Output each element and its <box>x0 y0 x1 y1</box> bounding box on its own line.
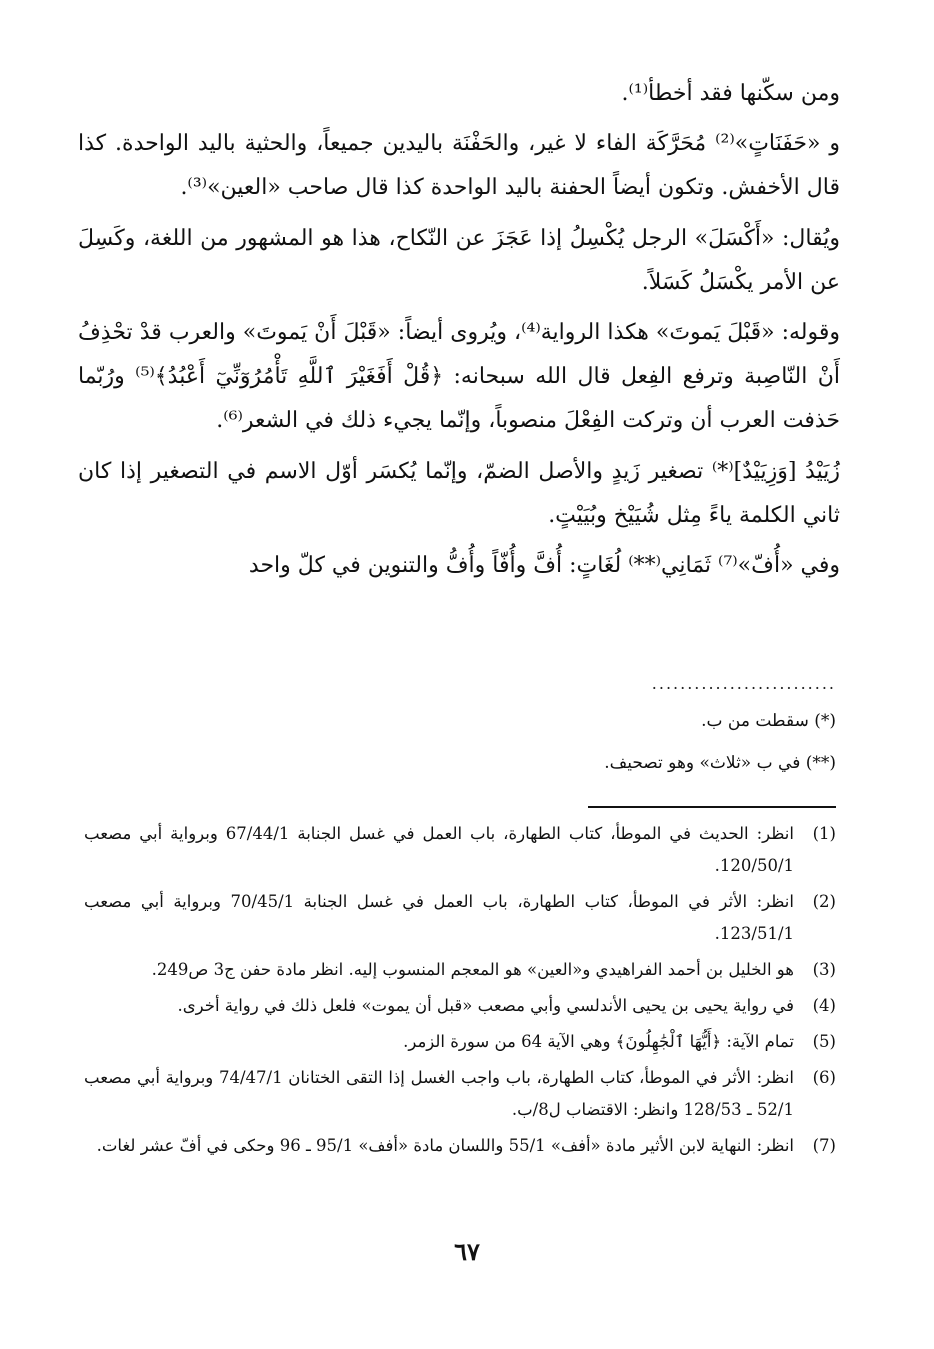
paragraph: و «حَفَنَاتٍ»⁽²⁾ مُحَرَّكَة الفاء لا غير، والحَفْنَة باليدين جميعاً، والحثية باليد الواحدة. كذا قال الأخفش. وتكون أيضاً الحفنة باليد الواحدة كذا قال صاحب «العين»⁽³⁾. <box>78 131 840 201</box>
footnote <box>84 1026 836 1058</box>
footnote-number: (4) <box>812 996 836 1015</box>
footnote-number: (6) <box>812 1068 836 1087</box>
paragraph: وقوله: «قَبْلَ يَموتَ» هكذا الرواية⁽⁴⁾، ويُروى أيضاً: «قَبْلَ أَنْ يَموتَ» والعرب قدْ تحْذِفُ أَنْ النّاصِبة وترفع الفِعل قال الله سبحانه: ﴿قُلْ أَفَغَيْرَ ٱللَّهِ تَأْمُرُوٓنِّيٓ أَعْبُدُ﴾⁽⁵⁾ ورُبّما حَذفت العرب أن وتركت الفِعْلَ منصوباً، وإنّما يجيء ذلك في الشعر⁽⁶⁾. <box>78 320 840 434</box>
footnote-number: (5) <box>812 1032 836 1051</box>
page-number: ٦٧ <box>454 1237 480 1266</box>
footnote-text: في رواية يحيى بن يحيى الأندلسي وأبي مصعب «قبل أن يموت» فلعل ذلك في رواية أخرى. <box>177 996 794 1015</box>
footnote-text: انظر: الحديث في الموطأ، كتاب الطهارة، باب العمل في غسل الجنابة 67/44/1 وبرواية أبي مصعب 120/50/1. <box>84 824 794 875</box>
footnote-text: هو الخليل بن أحمد الفراهيدي و«العين» هو المعجم المنسوب إليه. انظر مادة حفن ج3 ص249. <box>151 960 794 979</box>
footnote <box>84 954 836 986</box>
footnote-text: انظر: الأثر في الموطأ، كتاب الطهارة، باب العمل في غسل الجنابة 70/45/1 وبرواية أبي مصعب 123/51/1. <box>84 892 794 943</box>
editor-notes <box>160 700 836 784</box>
paragraph: ومن سكّنها فقد أخطأ⁽¹⁾. <box>621 81 840 106</box>
editor-note: (**) في ب «ثلاث» وهو تصحيف. <box>604 753 836 773</box>
footnote-number: (2) <box>812 892 836 911</box>
footnote-rule <box>588 806 836 808</box>
footnote-text: انظر: النهاية لابن الأثير مادة «أفف» 55/1 واللسان مادة «أفف» 95/1 ـ 96 وحكى في أفّ عشر لغات. <box>96 1136 794 1155</box>
footnote-number: (7) <box>812 1136 836 1155</box>
footnote-text: تمام الآية: ﴿أَيُّهَا ٱلْجَٰهِلُونَ﴾ وهي الآية 64 من سورة الزمر. <box>403 1032 794 1051</box>
dotted-separator: .......................... <box>651 674 836 693</box>
paragraph: زُيَيْدُ [وَزِيَيْدٌ]⁽*⁾ تصغير زَيدٍ والأصل الضمّ، وإنّما يُكسَر أوّل الاسم في التصغير إذا كان ثاني الكلمة ياءً مِثل شُيَيْخ وبُيَيْتٍ. <box>78 458 840 528</box>
editor-note: (*) سقطت من ب. <box>701 711 836 731</box>
footnote <box>84 818 836 882</box>
footnotes <box>84 818 836 1166</box>
paragraph: وفي «أُفّ»⁽⁷⁾ ثَمَانِي⁽**⁾ لُغَاتٍ: أُفَّ وأُفّاً وأُفُّ والتنوين في كلّ واحد <box>248 553 840 579</box>
paragraph: ويُقال: «أَكْسَلَ» الرجل يُكْسِلُ إذا عَجَزَ عن النّكاح، هذا هو المشهور من اللغة، وكَسِلَ عن الأمر يكْسَلُ كَسَلاً. <box>78 225 840 295</box>
footnote <box>84 990 836 1022</box>
footnote-number: (3) <box>812 960 836 979</box>
footnote-number: (1) <box>812 824 836 843</box>
footnote <box>84 1130 836 1162</box>
footnote <box>84 886 836 950</box>
footnote <box>84 1062 836 1126</box>
main-text <box>78 72 840 588</box>
footnote-text: انظر: الأثر في الموطأ، كتاب الطهارة، باب واجب الغسل إذا التقى الختانان 74/47/1 وبرواية أبي مصعب 52/1 ـ 128/53 وانظر: الاقتضاب ل8/ب. <box>84 1068 794 1119</box>
